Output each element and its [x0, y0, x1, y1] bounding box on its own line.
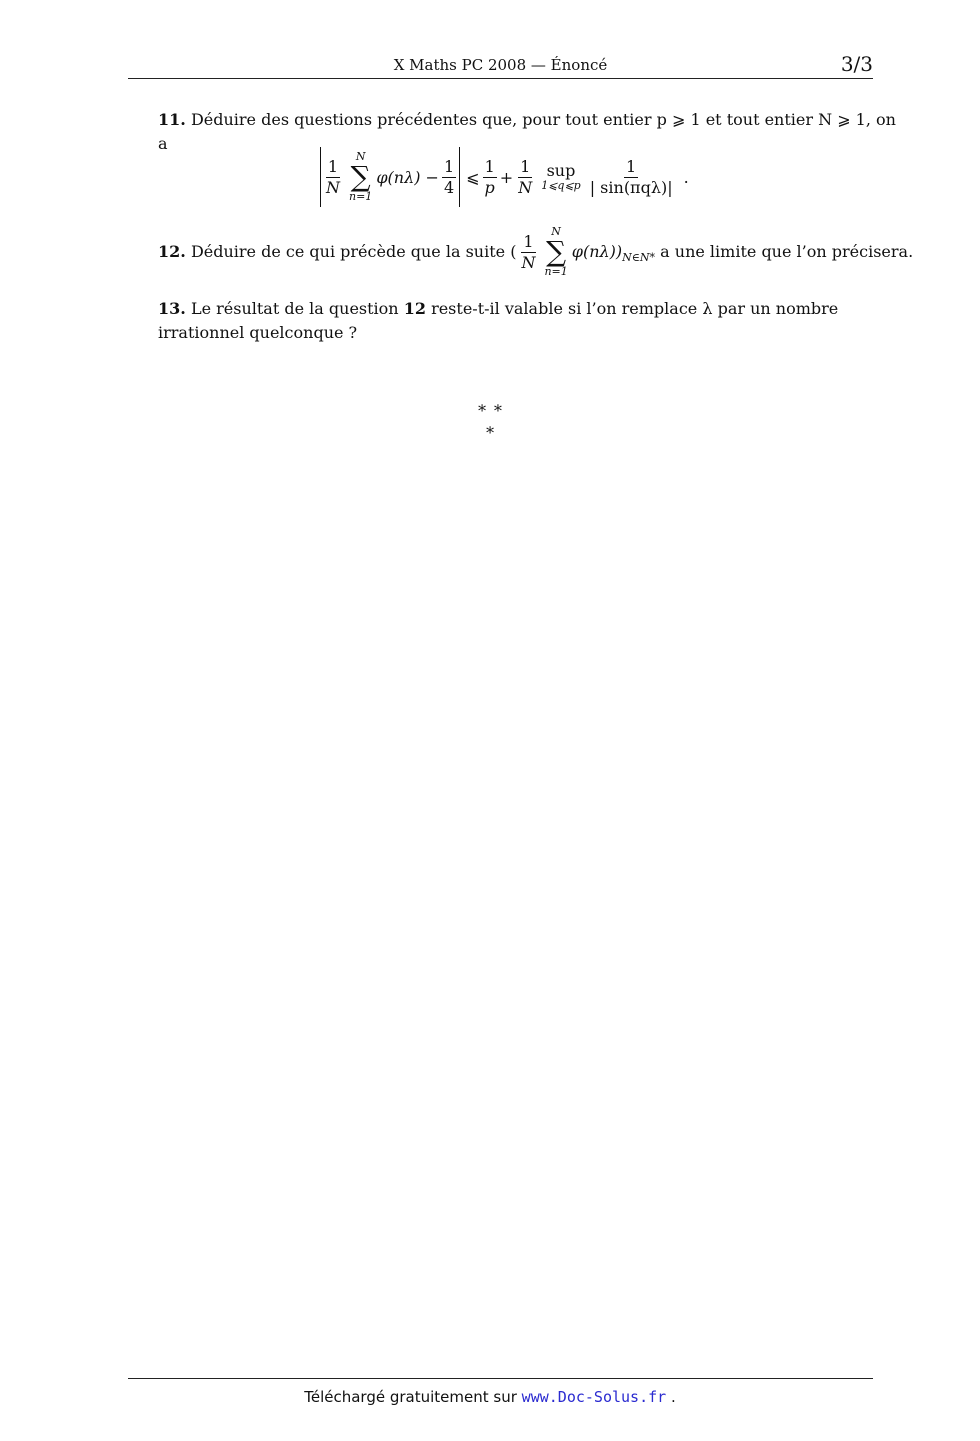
fraction-denominator: 4 [443, 177, 455, 197]
fraction [519, 232, 537, 273]
fraction-numerator: 1 [484, 156, 495, 176]
footer [0, 1388, 980, 1406]
sum-lower-limit: n=1 [349, 190, 373, 203]
page-number: 3/3 [840, 52, 873, 76]
separator-star-bottom: ∗ [484, 420, 496, 439]
question-11-number: 11. [158, 110, 186, 129]
footer-rule [128, 1378, 873, 1379]
fraction-denominator: N [326, 177, 340, 197]
header-title: X Maths PC 2008 — Énoncé [393, 56, 608, 74]
fraction [324, 157, 342, 198]
fraction-numerator: 1 [626, 156, 637, 176]
question-ref: 12 [403, 299, 426, 318]
sequence-index: N∈N* [622, 251, 656, 264]
question-13-number: 13. [158, 299, 186, 318]
question-12-sequence [516, 226, 655, 278]
sum-symbol: ∑ [546, 235, 567, 268]
fraction-denominator: | sin(πqλ)| [589, 177, 673, 197]
footer-text: Téléchargé gratuitement sur [304, 1388, 517, 1406]
fraction [516, 157, 534, 198]
leq-symbol: ⩽ [466, 167, 480, 187]
fraction [442, 157, 456, 198]
fraction-numerator: 1 [523, 231, 534, 251]
sum-term: φ(nλ)) [571, 242, 623, 261]
footer-link[interactable]: www.Doc-Solus.fr [521, 1388, 667, 1406]
sum-operator [349, 151, 372, 203]
sum-symbol: ∑ [350, 160, 371, 193]
question-12-statement-start: Déduire de ce qui précède que la suite ( [190, 242, 517, 261]
sum-upper-limit: N [551, 225, 561, 238]
fraction [483, 157, 497, 198]
fraction [588, 157, 675, 198]
question-11-statement: Déduire des questions précédentes que, pour tout entier p ⩾ 1 et tout entier N ⩾ 1, on a [158, 110, 896, 153]
fraction-numerator: 1 [327, 156, 339, 176]
page-header [128, 52, 873, 79]
question-12-statement-end: a une limite que l’on précisera. [660, 242, 914, 261]
separator-stars-top: ∗ ∗ [476, 398, 504, 417]
question-12-number: 12. [158, 242, 186, 261]
question-12-text [128, 225, 914, 278]
sum-lower-limit: n=1 [544, 265, 568, 278]
question-11-inequality [320, 146, 689, 208]
fraction-denominator: N [521, 252, 536, 272]
abs-bar-right [459, 147, 460, 207]
sup-operator [541, 162, 581, 192]
fraction-numerator: 1 [520, 156, 531, 176]
plus-symbol: + [499, 167, 514, 187]
sup-word: sup [546, 161, 576, 180]
equation-period: . [683, 167, 689, 187]
question-13-statement-start: Le résultat de la question [190, 299, 399, 318]
footer-end: . [670, 1388, 676, 1406]
sum-operator [544, 226, 567, 278]
sum-term: φ(nλ) − [376, 167, 439, 187]
sup-range: 1⩽q⩽p [541, 179, 581, 192]
abs-bar-left [320, 147, 321, 207]
fraction-numerator: 1 [443, 156, 455, 176]
fraction-denominator: N [518, 177, 533, 197]
question-13-text [128, 297, 903, 345]
question-13-statement-end: reste-t-il valable si l’on remplace λ par un nombre irrationnel quelconque ? [158, 299, 839, 342]
sum-upper-limit: N [355, 150, 366, 163]
fraction-denominator: p [484, 177, 495, 197]
